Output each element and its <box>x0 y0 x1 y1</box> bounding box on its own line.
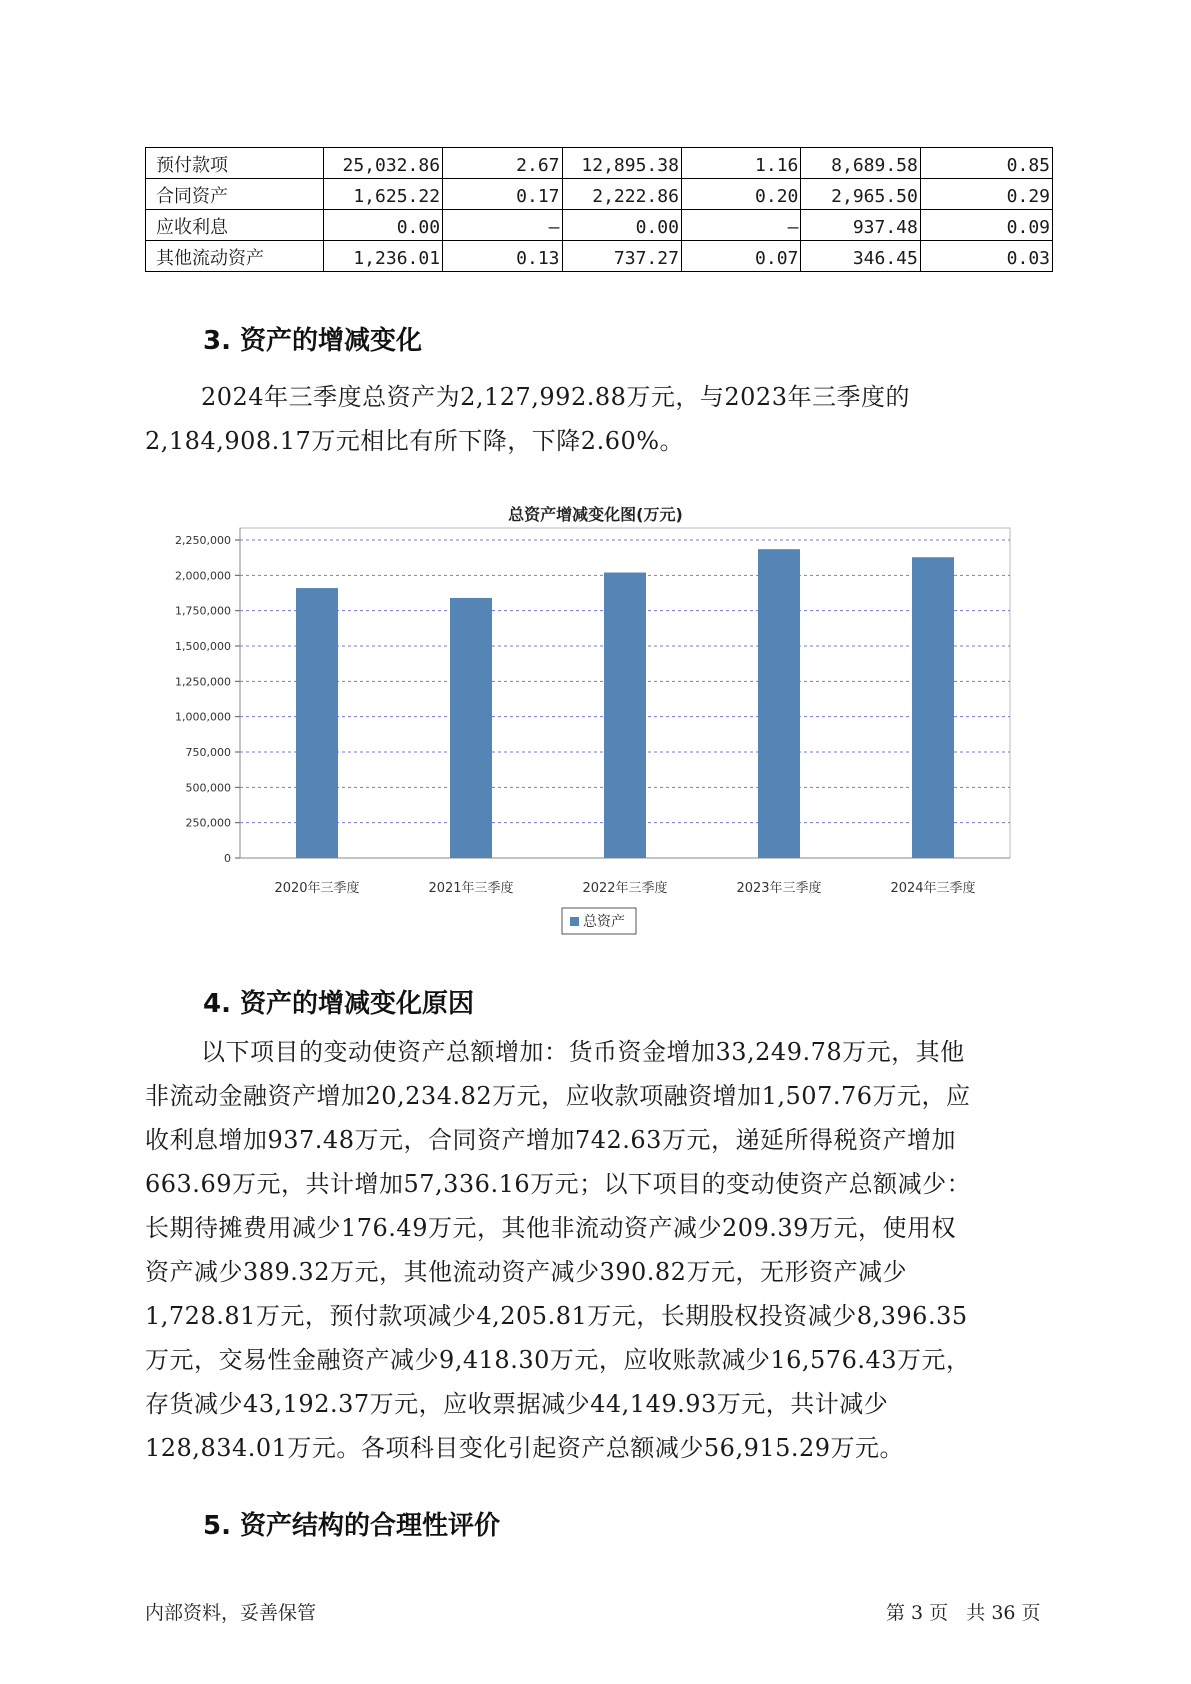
cell: 8,689.58 <box>801 148 920 179</box>
cell: 1,236.01 <box>323 241 442 272</box>
cell: 0.09 <box>920 210 1052 241</box>
paragraph-line: 存货减少43,192.37万元，应收票据减少44,149.93万元，共计减少 <box>145 1390 889 1418</box>
footer-note: 内部资料，妥善保管 <box>145 1602 317 1624</box>
chart-title: 总资产增减变化图(万元) <box>508 505 683 524</box>
cell: – <box>443 210 562 241</box>
y-tick-label: 1,500,000 <box>175 640 231 653</box>
paragraph-line: 2024年三季度总资产为2,127,992.88万元，与2023年三季度的 <box>201 383 910 411</box>
y-tick-label: 2,250,000 <box>175 534 231 547</box>
bar <box>450 598 492 858</box>
y-tick-label: 0 <box>224 852 231 865</box>
x-tick-label: 2020年三季度 <box>274 881 360 896</box>
bar <box>296 588 338 858</box>
bar <box>604 573 646 858</box>
cell: 937.48 <box>801 210 920 241</box>
legend-label: 总资产 <box>583 914 625 930</box>
row-name: 预付款项 <box>146 148 324 179</box>
row-name: 其他流动资产 <box>146 241 324 272</box>
section-4-heading: 4. 资产的增减变化原因 <box>203 989 475 1019</box>
cell: 25,032.86 <box>323 148 442 179</box>
cell: 0.00 <box>323 210 442 241</box>
cell: 12,895.38 <box>562 148 681 179</box>
section-5-heading: 5. 资产结构的合理性评价 <box>203 1511 501 1541</box>
y-tick-label: 250,000 <box>185 816 231 830</box>
cell: 0.13 <box>443 241 562 272</box>
paragraph-line: 非流动金融资产增加20,234.82万元，应收款项融资增加1,507.76万元，应 <box>145 1082 971 1110</box>
cell: 0.17 <box>443 179 562 210</box>
paragraph-line: 万元，交易性金融资产减少9,418.30万元，应收账款减少16,576.43万元， <box>145 1346 971 1374</box>
y-tick-label: 750,000 <box>185 746 231 759</box>
cell: 0.03 <box>920 241 1052 272</box>
cell: 737.27 <box>562 241 681 272</box>
cell: 1,625.22 <box>323 179 442 210</box>
x-tick-label: 2023年三季度 <box>736 881 822 896</box>
cell: 2,965.50 <box>801 179 920 210</box>
section-4-paragraph <box>145 1030 1065 1470</box>
cell: 1.16 <box>681 148 800 179</box>
bar <box>758 549 800 858</box>
y-tick-label: 1,250,000 <box>175 675 231 689</box>
y-tick-label: 2,000,000 <box>175 569 231 583</box>
paragraph-line: 2,184,908.17万元相比有所下降，下降2.60%。 <box>145 427 685 455</box>
cell: 2,222.86 <box>562 179 681 210</box>
paragraph-line: 以下项目的变动使资产总额增加：货币资金增加33,249.78万元，其他 <box>201 1038 965 1066</box>
y-tick-label: 500,000 <box>185 781 231 795</box>
cell: 0.20 <box>681 179 800 210</box>
cell: 2.67 <box>443 148 562 179</box>
cell: 0.85 <box>920 148 1052 179</box>
row-name: 应收利息 <box>146 210 324 241</box>
paragraph-line: 资产减少389.32万元，其他流动资产减少390.82万元，无形资产减少 <box>145 1258 907 1286</box>
cell: 0.07 <box>681 241 800 272</box>
x-tick-label: 2021年三季度 <box>428 881 514 896</box>
x-tick-label: 2022年三季度 <box>582 881 668 896</box>
x-tick-label: 2024年三季度 <box>890 881 976 896</box>
legend-swatch <box>570 917 579 926</box>
cell: 0.29 <box>920 179 1052 210</box>
page-number: 第 3 页 共 36 页 <box>886 1602 1041 1624</box>
cell: 346.45 <box>801 241 920 272</box>
y-tick-label: 1,000,000 <box>175 710 231 724</box>
paragraph-line: 长期待摊费用减少176.49万元，其他非流动资产减少209.39万元，使用权 <box>145 1214 956 1242</box>
row-name: 合同资产 <box>146 179 324 210</box>
cell: – <box>681 210 800 241</box>
y-tick-label: 1,750,000 <box>175 604 231 618</box>
cell: 0.00 <box>562 210 681 241</box>
section-3-heading: 3. 资产的增减变化 <box>203 326 423 356</box>
paragraph-line: 128,834.01万元。各项科目变化引起资产总额减少56,915.29万元。 <box>145 1434 905 1462</box>
bar <box>912 557 954 858</box>
paragraph-line: 收利息增加937.48万元，合同资产增加742.63万元，递延所得税资产增加 <box>145 1126 956 1154</box>
paragraph-line: 1,728.81万元，预付款项减少4,205.81万元，长期股权投资减少8,396.35 <box>145 1302 968 1330</box>
paragraph-line: 663.69万元，共计增加57,336.16万元；以下项目的变动使资产总额减少： <box>145 1170 972 1198</box>
